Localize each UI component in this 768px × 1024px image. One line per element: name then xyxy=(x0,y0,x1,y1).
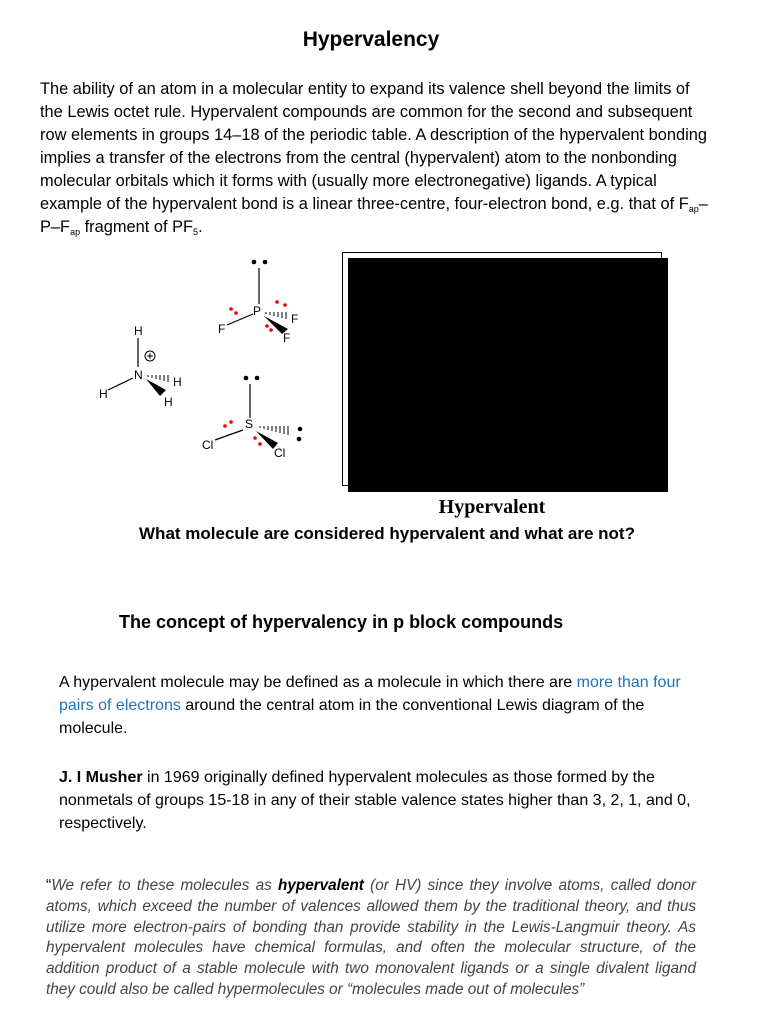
definition-paragraph xyxy=(59,671,714,740)
molecule-structures xyxy=(90,250,320,470)
open-quote-mark: “ xyxy=(46,877,52,894)
scl-ligand-2: Cl xyxy=(274,446,286,460)
page-title: Hypervalency xyxy=(302,28,440,51)
definition-highlight: more than four pairs of electrons xyxy=(59,674,681,714)
quote-text-2: (or HV) since they involve atoms, called donor atoms, which exceed the number of valences allowed them by the traditional theory, and thus utilize more electron-pairs of bonding than provide stability in the Lewis-Langmuir theory. As hypervalent molecules have chemical formulas, and often the molecular structure, of the addition product of a stable molecule with two monovalent ligands or a single divalent ligand they could also be called hypermolecules or “molecules made out of molecules” xyxy=(46,877,696,998)
section-heading: The concept of hypervalency in p block compounds xyxy=(119,612,564,632)
intro-fragment-text: fragment of PF xyxy=(80,218,194,236)
definition-text-2: around the central atom in the conventional Lewis diagram of the molecule. xyxy=(59,697,645,737)
pf-center-label: P xyxy=(253,304,262,318)
quote-block xyxy=(46,876,696,1001)
pf-ligand-1: F xyxy=(218,322,226,336)
intro-bond-text: –P–F xyxy=(40,195,708,236)
nh-right-h: H xyxy=(173,375,182,389)
nh4-structure xyxy=(99,324,182,409)
nh-top-h: H xyxy=(134,324,143,338)
pf3-structure xyxy=(218,260,298,345)
definition-text-1: A hypervalent molecule may be defined as a molecule in which there are xyxy=(59,674,577,691)
quote-bold-term: hypervalent xyxy=(278,877,364,894)
intro-text: The ability of an atom in a molecular entity to expand its valence shell beyond the limits of the Lewis octet rule. Hypervalent compounds are common for the second and subsequent row elements in groups 14–18 of the periodic table. A description of the hypervalent bonding implies a transfer of the electrons from the central (hypervalent) atom to the nonbonding molecular orbitals which it forms with (usually more electronegative) ligands. A typical example of the hypervalent bond is a linear three-centre, four-electron bond, e.g. that of F xyxy=(40,80,707,213)
pf-ligand-3: F xyxy=(283,331,291,345)
subscript-ap-1: ap xyxy=(688,204,699,214)
musher-paragraph xyxy=(59,766,714,835)
nh-center-label: N xyxy=(134,368,143,382)
musher-name: J. I Musher xyxy=(59,769,143,786)
nh-bottom-h: H xyxy=(164,395,173,409)
scl2-structure xyxy=(202,376,302,460)
intro-end: . xyxy=(198,218,203,236)
pf-ligand-2: F xyxy=(291,312,299,326)
intro-paragraph xyxy=(40,78,710,239)
question-heading: What molecule are considered hypervalent and what are not? xyxy=(139,524,635,543)
subscript-5: 5 xyxy=(193,227,199,237)
musher-text: in 1969 originally defined hypervalent molecules as those formed by the nonmetals of groups 15-18 in any of their stable valence states higher than 3, 2, 1, and 0, respectively. xyxy=(59,769,691,832)
nh-left-h: H xyxy=(99,387,108,401)
scl-center-label: S xyxy=(245,417,254,431)
subscript-ap-2: ap xyxy=(70,227,81,237)
scl-ligand-1: Cl xyxy=(202,438,214,452)
quote-text-1: We refer to these molecules as xyxy=(51,877,279,894)
figure-caption: Hypervalent xyxy=(438,496,546,518)
figure-black-image xyxy=(348,258,668,492)
